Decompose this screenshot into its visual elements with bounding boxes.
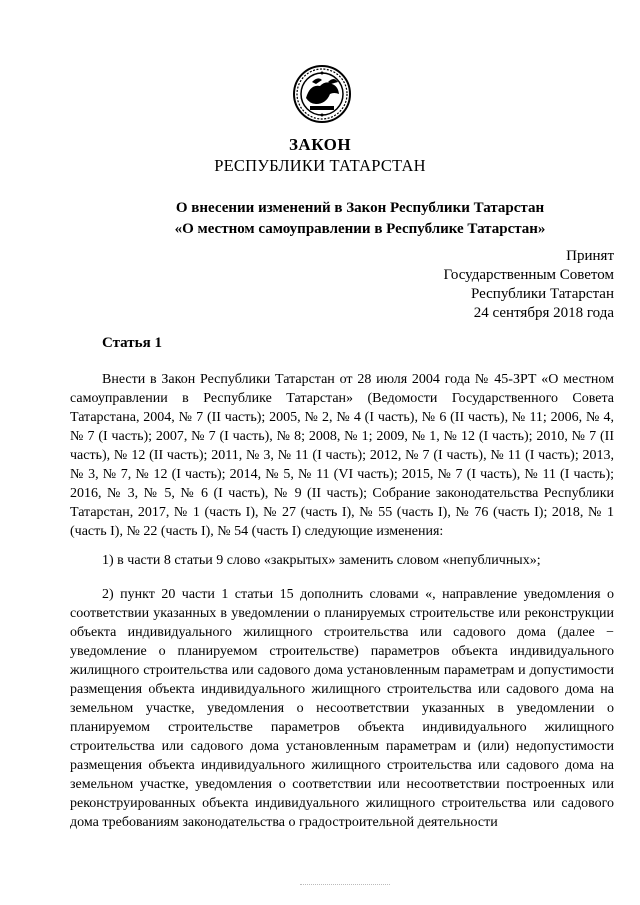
- adopted-line-3: Республики Татарстан: [470, 286, 614, 302]
- adopted-date: 24 сентября 2018 года: [473, 305, 614, 321]
- paragraph-item-1: 1) в части 8 статьи 9 слово «закрытых» заменить словом «непубличных»;: [102, 553, 541, 568]
- article-title: Статья 1: [102, 335, 162, 351]
- paragraph-item-2: 2) пункт 20 части 1 статьи 15 дополнить словами «, направление уведомления о соответствии указанных в уведомлении о планируемых строительстве или реконструкции объекта индивидуального жилищного строительства или садового дома (далее − уведомление о планируемом строительстве) параметров объекта индивидуального жилищного строительства или садового дома установленным параметрам и допустимости размещения объекта индивидуального жилищного строительства или садового дома на земельном участке, уведомления о несоответствии указанных в уведомлении о планируемом строительстве параметров объекта индивидуального жилищного строительства или садового дома установленным параметрам и (или) недопустимости размещения объекта индивидуального жилищного строительства или садового дома на земельном участке, уведомления о соответствии или несоответствии построенных или реконструированных объекта индивидуального жилищного строительства или садового дома требованиям законодательства о градостроительной деятельности: [70, 587, 614, 830]
- heading-line-2: «О местном самоуправлении в Республике Татарстан»: [174, 221, 546, 237]
- tatarstan-coat-of-arms-icon: [292, 64, 352, 124]
- paragraph-intro: Внести в Закон Республики Татарстан от 28 июля 2004 года № 45-ЗРТ «О местном самоуправлении в Республике Татарстан» (Ведомости Государственного Совета Татарстана, 2004, № 7 (II часть); 2005, № 2, № 4 (I часть), № 6 (II часть), № 11; 2006, № 4, № 7 (I часть); 2007, № 7 (I часть), № 8; 2008, № 1; 2009, № 1, № 12 (I часть); 2010, № 7 (II часть), № 12 (II часть); 2011, № 3, № 11 (I часть); 2012, № 7 (I часть), № 11 (I часть); 2013, № 3, № 7, № 12 (I часть); 2014, № 5, № 11 (VI часть); 2015, № 7 (I часть), № 11 (I часть); 2016, № 3, № 5, № 6 (I часть), № 9 (II часть); Собрание законодательства Республики Татарстан, 2017, № 1 (часть I), № 27 (часть I), № 55 (часть I), № 76 (часть I); 2018, № 1 (часть I), № 22 (часть I), № 54 (часть I) следующие изменения:: [70, 372, 614, 539]
- adopted-line-1: Принят: [566, 248, 614, 264]
- heading-line-1: О внесении изменений в Закон Республики Татарстан: [175, 200, 545, 216]
- adoption-block: [444, 247, 615, 323]
- law-title: ЗАКОН: [288, 135, 352, 154]
- scan-artifact: [300, 884, 390, 889]
- law-heading: [0, 198, 640, 240]
- adopted-line-2: Государственным Советом: [443, 267, 614, 283]
- law-subtitle: РЕСПУБЛИКИ ТАТАРСТАН: [214, 156, 426, 175]
